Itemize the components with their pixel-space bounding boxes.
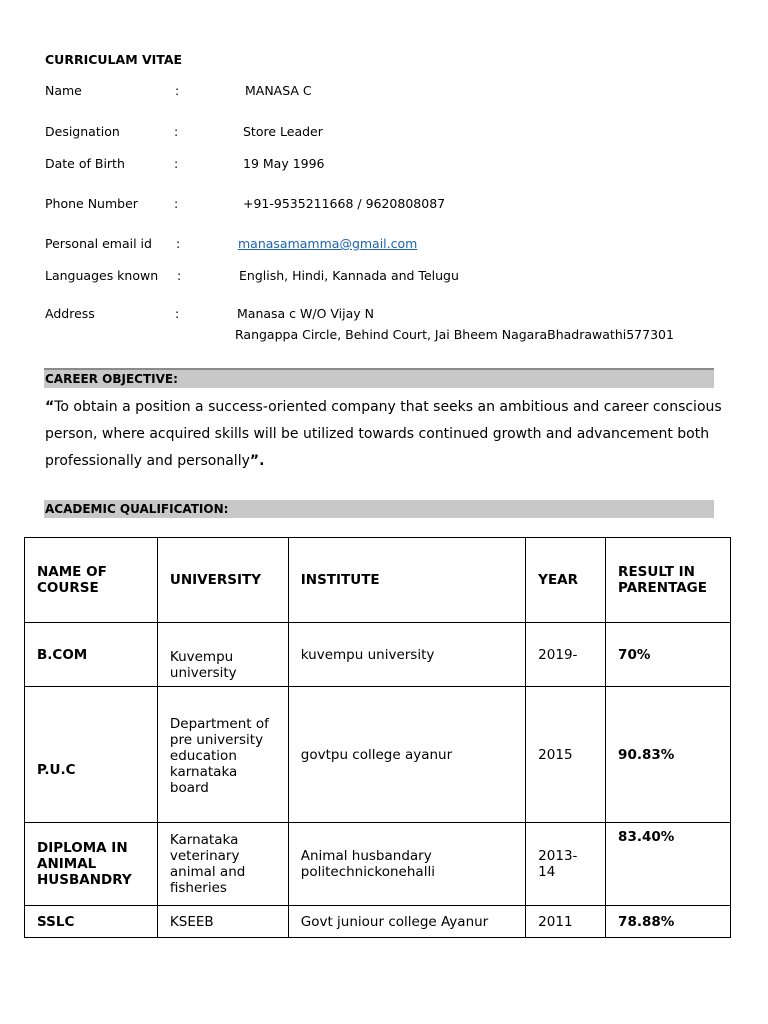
cell-institute: Govt juniour college Ayanur xyxy=(288,906,525,938)
field-label: Date of Birth xyxy=(45,156,125,171)
cell-institute: govtpu college ayanur xyxy=(288,687,525,823)
career-objective-text xyxy=(45,394,725,475)
field-label: Languages known xyxy=(45,268,159,283)
column-header-university: UNIVERSITY xyxy=(157,538,288,623)
field-colon: : xyxy=(175,306,180,321)
field-label: Personal email id xyxy=(45,236,152,251)
field-value: 19 May 1996 xyxy=(243,156,325,171)
career-objective-heading: CAREER OBJECTIVE: xyxy=(44,368,714,388)
objective-body: To obtain a position a success-oriented company that seeks an ambitious and career conscious person, where acquired skills will be utilized towards continued growth and advancement both professionally and personally xyxy=(45,399,722,469)
cell-university: Department of pre university education karnataka board xyxy=(157,687,288,823)
cell-course: SSLC xyxy=(25,906,158,938)
field-colon: : xyxy=(177,268,182,283)
cell-result: 90.83% xyxy=(606,687,731,823)
field-value: MANASA C xyxy=(245,83,312,98)
field-value: Store Leader xyxy=(243,124,323,139)
close-quote: ”. xyxy=(249,453,265,469)
document-title: CURRICULAM VITAE xyxy=(45,52,183,67)
cell-year: 2011 xyxy=(526,906,606,938)
academic-qualification-heading: ACADEMIC QUALIFICATION: xyxy=(44,500,714,518)
cell-result: 78.88% xyxy=(606,906,731,938)
column-header-course: NAME OF COURSE xyxy=(25,538,158,623)
cell-university: Karnataka veterinary animal and fisheries xyxy=(157,823,288,906)
open-quote: “ xyxy=(45,399,55,415)
field-colon: : xyxy=(174,156,179,171)
cell-year: 2013-14 xyxy=(526,823,606,906)
field-label: Name xyxy=(45,83,82,98)
column-header-year: YEAR xyxy=(526,538,606,623)
cell-institute: kuvempu university xyxy=(288,623,525,687)
cell-year: 2019- xyxy=(526,623,606,687)
cell-university: KSEEB xyxy=(157,906,288,938)
field-label: Designation xyxy=(45,124,120,139)
column-header-result: RESULT IN PARENTAGE xyxy=(606,538,731,623)
field-colon: : xyxy=(176,236,181,251)
cell-course: DIPLOMA IN ANIMAL HUSBANDRY xyxy=(25,823,158,906)
table-row xyxy=(25,623,731,687)
cell-result: 83.40% xyxy=(606,823,731,906)
address-line-2: Rangappa Circle, Behind Court, Jai Bheem NagaraBhadrawathi577301 xyxy=(235,327,674,342)
field-colon: : xyxy=(174,124,179,139)
cell-course: B.COM xyxy=(25,623,158,687)
address-line-1: Manasa c W/O Vijay N xyxy=(237,306,375,321)
email-link[interactable]: manasamamma@gmail.com xyxy=(238,236,418,251)
cell-institute: Animal husbandary politechnickonehalli xyxy=(288,823,525,906)
cell-result: 70% xyxy=(606,623,731,687)
table-row xyxy=(25,823,731,906)
academic-table xyxy=(24,537,731,938)
field-label: Phone Number xyxy=(45,196,138,211)
field-label: Address xyxy=(45,306,95,321)
cell-course: P.U.C xyxy=(25,687,158,823)
cell-university: Kuvempu university xyxy=(157,623,288,687)
table-header-row xyxy=(25,538,731,623)
cell-year: 2015 xyxy=(526,687,606,823)
table-row xyxy=(25,687,731,823)
field-colon: : xyxy=(174,196,179,211)
table-row xyxy=(25,906,731,938)
field-value: +91-9535211668 / 9620808087 xyxy=(243,196,446,211)
field-value: English, Hindi, Kannada and Telugu xyxy=(239,268,459,283)
field-colon: : xyxy=(175,83,180,98)
column-header-institute: INSTITUTE xyxy=(288,538,525,623)
